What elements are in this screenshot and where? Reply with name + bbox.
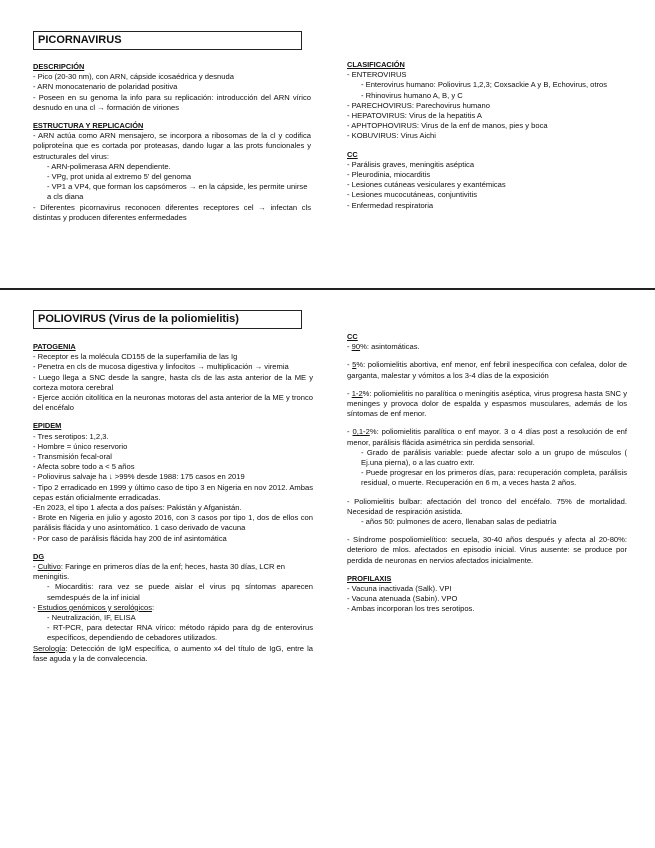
cc-0-1-2-text: %: poliomielitis paralítica o enf mayor. 3 o 4 días post a resolución de enf menor, parálisis flácida asimétrica sin perdida sensorial. (347, 427, 627, 447)
picorna-cc-item: - Lesiones cutáneas vesiculares y exantémicas (347, 180, 506, 190)
clasificacion-item: - HEPATOVIRUS: Virus de la hepatitis A (347, 111, 482, 121)
picorna-cc-item: - Pleurodinia, miocarditis (347, 170, 431, 180)
polio-right-column (347, 332, 627, 615)
cc-0-1-2: - 0,1-2%: poliomielitis paralítica o enf mayor. 3 o 4 días post a resolución de enf menor, parálisis flácida asimétrica sin perdida sensorial. (347, 427, 627, 447)
dg-estudios-sub: - Neutralización, IF, ELISA (47, 613, 136, 623)
cc-1-2-text: %: poliomielitis no paralítica o meningitis aséptica, virus progresa hasta SNC y meninges y provoca dolor de espalda y espasmos musculares, además de los síntomas de enf menor. (347, 388, 627, 419)
cc-5: - 5%: poliomielitis abortiva, enf menor, enf febril inespecífica con cefalea, dolor de garganta, malestar y vómitos a los 3-4 días de la exposición (347, 360, 627, 380)
cc-1-2: - 1-2%: poliomielitis no paralítica o meningitis aséptica, virus progresa hasta SNC y meninges y provoca dolor de espalda y espasmos musculares, además de los síntomas de enf menor. (347, 388, 627, 419)
descripcion-heading: DESCRIPCIÓN (33, 62, 85, 71)
estructura-sub: - ARN-polimerasa ARN dependiente. (47, 161, 171, 171)
serologia-label: Serología (33, 643, 66, 653)
poliovirus-title: POLIOVIRUS (Virus de la poliomielitis) (33, 310, 302, 329)
picorna-right-column (347, 60, 627, 211)
cc-0-1-2-sub: - Puede progresar en los primeros días, para: recuperación completa, parálisis residual, o muerte. Recuperación en 6 m, a veces hasta 2 años. (361, 468, 627, 488)
dg-estudios: - Estudios genómicos y serológicos: (33, 602, 155, 612)
epidem-line: - Tipo 2 erradicado en 1999 y último caso de tipo 3 en Nigeria en nov 2012. Ambas cepas están oficialmente erradicadas. (33, 482, 313, 502)
patogenia-line: - Receptor es la molécula CD155 de la superfamilia de las Ig (33, 352, 238, 362)
polio-cc-heading: CC (347, 332, 358, 341)
estructura-sub: - VPg, prot unida al extremo 5' del genoma (47, 172, 192, 182)
epidem-line: -En 2023, el tipo 1 afecta a dos países: Pakistán y Afganistán. (33, 503, 242, 513)
epidem-line: - Tres serotipos: 1,2,3. (33, 431, 109, 441)
picornavirus-title: PICORNAVIRUS (33, 31, 302, 50)
patogenia-heading: PATOGENIA (33, 342, 76, 351)
cc-bulbar: - Poliomielitis bulbar: afectación del tronco del encéfalo. 75% de mortalidad. Necesidad de respiración asistida. (347, 496, 627, 516)
dg-heading: DG (33, 551, 45, 561)
cc-90: - 90%: asintomáticas. (347, 342, 420, 352)
clasificacion-heading: CLASIFICACIÓN (347, 60, 405, 69)
picorna-cc-item: - Enfermedad respiratoria (347, 200, 434, 210)
picorna-cc-item: - Lesiones mucocutáneas, conjuntivitis (347, 190, 478, 200)
epidem-line: - Hombre = único reservorio (33, 441, 128, 451)
clasificacion-item: - APHTOPHOVIRUS: Virus de la enf de manos, pies y boca (347, 121, 548, 131)
epidem-line: - Por caso de parálisis flácida hay 200 de inf asintomática (33, 533, 227, 543)
serologia-text: : Detección de IgM específica, o aumento x4 del título de IgG, entre la fase aguda y la de convalecencia. (33, 643, 313, 663)
profilaxis-heading: PROFILAXIS (347, 573, 392, 583)
polio-left-column (33, 342, 313, 664)
estructura-heading: ESTRUCTURA Y REPLICACIÓN (33, 121, 144, 131)
dg-miocarditis: - Miocarditis: rara vez se puede aislar el virus pq síntomas aparecen semdespués de la inf inicial (47, 582, 313, 602)
epidem-line: - Poliovirus salvaje ha ↓ >99% desde 1988: 175 casos en 2019 (33, 472, 245, 482)
estructura-outro: - Diferentes picornavirus reconocen diferentes receptores cel → infectan cls distintas y producen diferentes enfermedades (33, 202, 311, 222)
clasificacion-item: - KOBUVIRUS: Virus Aichi (347, 131, 436, 141)
cc-bulbar-sub: - años 50: pulmones de acero, llenaban salas de pediatría (361, 517, 557, 527)
profilaxis-item: - Vacuna inactivada (Salk). VPI (347, 584, 452, 594)
cc-5-text: %: poliomielitis abortiva, enf menor, enf febril inespecífica con cefalea, dolor de garganta, malestar y vómitos a los 3-4 días de la exposición (347, 360, 627, 380)
patogenia-line: - Ejerce acción citolítica en la neuronas motoras del asta anterior de la ME y tronco del encéfalo (33, 393, 313, 413)
picorna-cc-heading: CC (347, 149, 358, 159)
cc-0-1-2-pct: 0,1-2 (352, 427, 370, 437)
cultivo-text: : Faringe en primeros días de la enf; heces, hasta 30 días, LCR en meningitis. (33, 562, 286, 582)
epidem-heading: EPIDEM (33, 421, 62, 431)
picorna-left-column (33, 62, 311, 223)
picorna-cc-item: - Parálisis graves, meningitis aséptica (347, 159, 475, 169)
estructura-sub: - VP1 a VP4, que forman los capsómeros → en la cápside, les permite unirse a cls diana (47, 182, 308, 202)
section-divider (0, 288, 655, 290)
patogenia-line: - Luego llega a SNC desde la sangre, hasta cls de las asta anterior de la ME y corteza motora cerebral (33, 372, 313, 392)
cc-0-1-2-sub: - Grado de parálisis variable: puede afectar solo a un grupo de músculos ( Ej.una pierna), o a las cuatro extr. (361, 447, 627, 468)
epidem-line: - Afecta sobre todo a < 5 años (33, 462, 135, 472)
clasificacion-item: - PARECHOVIRUS: Parechovirus humano (347, 100, 490, 110)
cc-5-pct: 5 (352, 360, 357, 370)
descripcion-line: - Poseen en su genoma la info para su replicación: introducción del ARN vírico desnudo en una cl → formación de viriones (33, 92, 311, 112)
cc-1-2-pct: 1-2 (351, 388, 363, 398)
estructura-intro: - ARN actúa como ARN mensajero, se incorpora a ribosomas de la cl y codifica poliproteína que es cortada por proteasas, dando lugar a las prots funcionales y estructurales del virus: (33, 131, 311, 161)
cc-pospolio: - Síndrome pospoliomielítico: secuela, 30-40 años después y afecta al 20-80%: deterioro de mlos. afectados en episodio inicial. Virus ausente: se produce por perdida de neuronas en nervios afectados inicialmente. (347, 535, 627, 565)
cultivo-label: Cultivo (37, 562, 61, 572)
enterovirus-item: - ENTEROVIRUS (347, 70, 407, 80)
profilaxis-item: - Vacuna atenuada (Sabin). VPO (347, 594, 458, 604)
dg-estudios-sub: - RT-PCR, para detectar RNA vírico: método rápido para dg de enterovirus específicos, dependiendo de cebadores utilizados. (47, 623, 313, 643)
epidem-line: - Brote en Nigeria en julio y agosto 2016, con 3 casos por tipo 1, dos de ellos con parálisis flácida y uno asintomático. 1 caso derivado de vacuna (33, 513, 313, 533)
descripcion-line: - ARN monocatenario de polaridad positiva (33, 82, 178, 92)
patogenia-line: - Penetra en cls de mucosa digestiva y linfocitos → multiplicación → viremia (33, 362, 289, 372)
profilaxis-item: - Ambas incorporan los tres serotipos. (347, 604, 475, 614)
epidem-line: - Transmisión fecal-oral (33, 452, 112, 462)
enterovirus-sub: - Rhinovirus humano A, B, y C (361, 90, 463, 100)
cc-90-pct: 90 (351, 342, 361, 352)
estudios-label: Estudios genómicos y serológicos (37, 602, 153, 612)
enterovirus-sub: - Enterovirus humano: Poliovirus 1,2,3; Coxsackie A y B, Echovirus, otros (361, 80, 608, 90)
cc-90-text: %: asintomáticas. (360, 342, 420, 352)
descripcion-line: - Pico (20-30 nm), con ARN, cápside icosaédrica y desnuda (33, 72, 234, 82)
dg-cultivo: - Cultivo: Faringe en primeros días de la enf; heces, hasta 30 días, LCR en meningitis. (33, 562, 286, 582)
dg-serologia (33, 644, 313, 664)
